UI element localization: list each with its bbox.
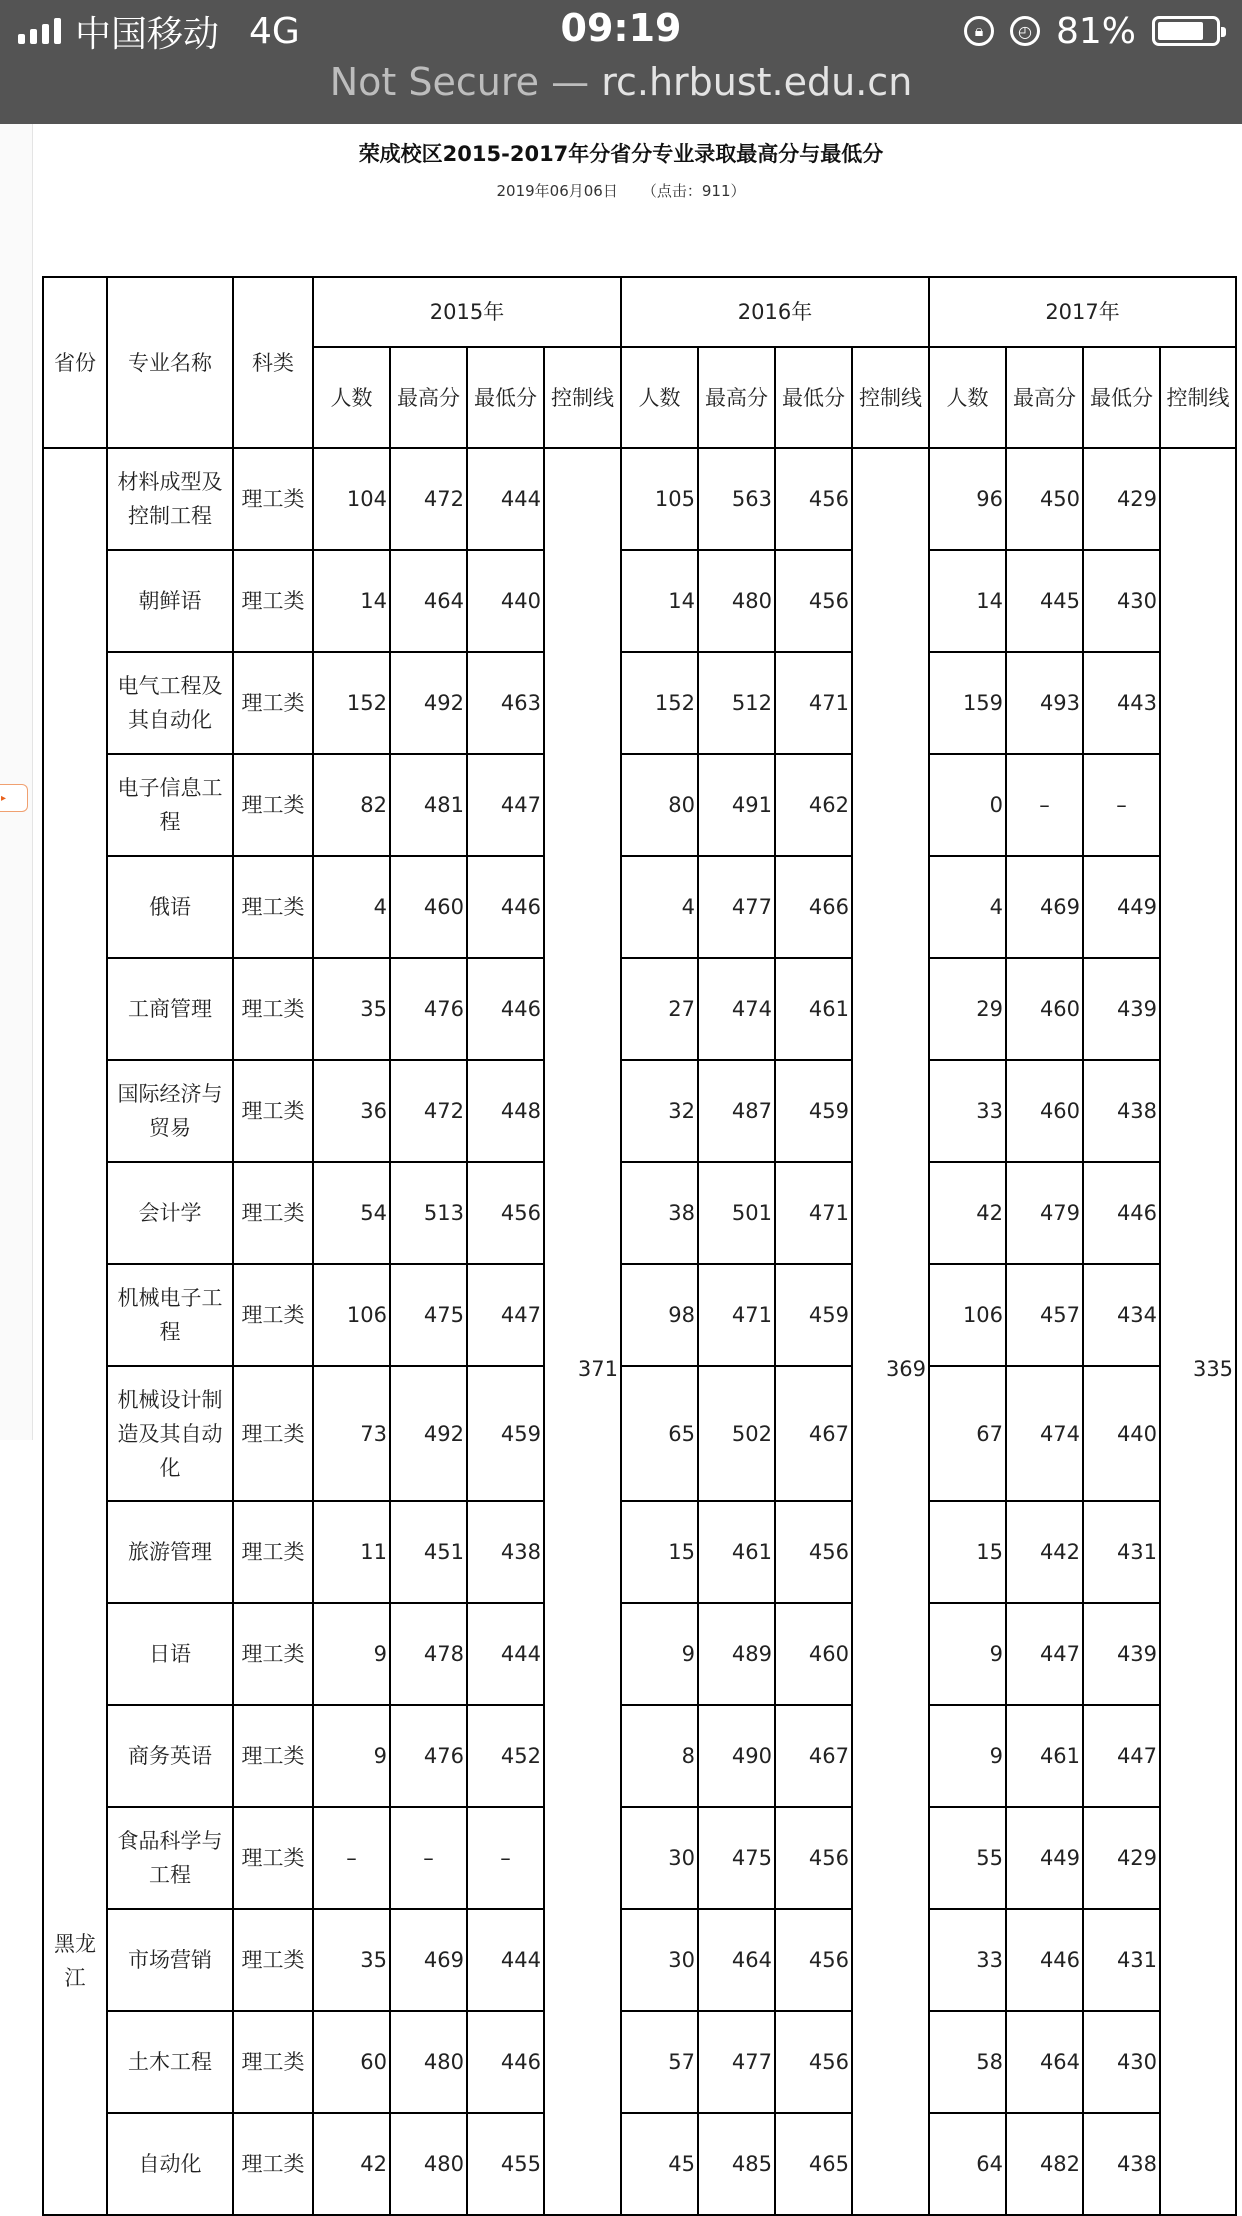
score-cell-min: 456 [775, 1807, 852, 1909]
score-cell-min: 438 [1083, 1060, 1160, 1162]
score-cell-min: 467 [775, 1705, 852, 1807]
score-cell-count: 11 [313, 1501, 390, 1603]
category-cell: 理工类 [233, 1366, 313, 1501]
score-cell-min: 466 [775, 856, 852, 958]
score-cell-count: 0 [929, 754, 1006, 856]
score-cell-min: 446 [467, 2011, 544, 2113]
score-cell-count: 57 [621, 2011, 698, 2113]
score-cell-count: 33 [929, 1909, 1006, 2011]
score-cell-count: 9 [621, 1603, 698, 1705]
score-cell-max: 475 [390, 1264, 467, 1366]
score-cell-count: 38 [621, 1162, 698, 1264]
score-cell-max: 502 [698, 1366, 775, 1501]
score-cell-count: 98 [621, 1264, 698, 1366]
score-cell-count: 14 [313, 550, 390, 652]
score-cell-min: – [1083, 754, 1160, 856]
score-cell-min: 456 [775, 1501, 852, 1603]
score-cell-count: 15 [929, 1501, 1006, 1603]
score-cell-max: 460 [390, 856, 467, 958]
score-cell-count: 60 [313, 2011, 390, 2113]
score-cell-max: 474 [1006, 1366, 1083, 1501]
score-cell-max: 480 [390, 2113, 467, 2215]
subheader-max: 最高分 [698, 347, 775, 448]
table-row [43, 1807, 1236, 1909]
score-cell-max: 469 [390, 1909, 467, 2011]
table-row [43, 1162, 1236, 1264]
clock: 09:19 [560, 6, 682, 50]
score-cell-count: 73 [313, 1366, 390, 1501]
network-type: 4G [249, 10, 300, 52]
table-row [43, 1501, 1236, 1603]
score-cell-max: 469 [1006, 856, 1083, 958]
score-cell-max: 447 [1006, 1603, 1083, 1705]
score-cell-min: 459 [775, 1060, 852, 1162]
category-cell: 理工类 [233, 1807, 313, 1909]
score-cell-max: 442 [1006, 1501, 1083, 1603]
category-cell: 理工类 [233, 856, 313, 958]
score-cell-count: 45 [621, 2113, 698, 2215]
score-cell-min: 444 [467, 1603, 544, 1705]
score-cell-count: 82 [313, 754, 390, 856]
major-cell: 旅游管理 [107, 1501, 233, 1603]
major-cell: 国际经济与贸易 [107, 1060, 233, 1162]
score-cell-min: 459 [467, 1366, 544, 1501]
score-cell-count: 4 [313, 856, 390, 958]
subheader-count: 人数 [621, 347, 698, 448]
score-cell-count: 8 [621, 1705, 698, 1807]
score-cell-min: 429 [1083, 1807, 1160, 1909]
score-cell-min: 449 [1083, 856, 1160, 958]
subheader-control-line: 控制线 [852, 347, 929, 448]
score-cell-max: 461 [1006, 1705, 1083, 1807]
score-cell-max: 476 [390, 958, 467, 1060]
carrier-name: 中国移动 [75, 13, 220, 55]
score-cell-max: 481 [390, 754, 467, 856]
score-cell-max: 472 [390, 1060, 467, 1162]
score-cell-max: 474 [698, 958, 775, 1060]
status-bar [0, 0, 1242, 124]
security-label: Not Secure — [329, 60, 590, 104]
score-cell-max: 471 [698, 1264, 775, 1366]
score-cell-max: 563 [698, 448, 775, 550]
score-cell-count: 27 [621, 958, 698, 1060]
battery-icon [1152, 16, 1220, 46]
major-cell: 机械电子工程 [107, 1264, 233, 1366]
major-cell: 工商管理 [107, 958, 233, 1060]
major-cell: 材料成型及控制工程 [107, 448, 233, 550]
score-cell-max: 472 [390, 448, 467, 550]
score-cell-max: 512 [698, 652, 775, 754]
score-cell-min: 446 [1083, 1162, 1160, 1264]
score-cell-max: 475 [698, 1807, 775, 1909]
admission-score-table [42, 276, 1237, 2216]
side-panel-edge[interactable] [0, 124, 33, 1440]
score-cell-count: 80 [621, 754, 698, 856]
major-cell: 会计学 [107, 1162, 233, 1264]
score-cell-count: 42 [313, 2113, 390, 2215]
score-cell-count: 104 [313, 448, 390, 550]
score-cell-min: 447 [467, 754, 544, 856]
province-label: 黑龙江 [54, 1932, 96, 1990]
score-cell-min: 462 [775, 754, 852, 856]
category-cell: 理工类 [233, 1705, 313, 1807]
score-cell-min: 438 [467, 1501, 544, 1603]
score-cell-max: 480 [698, 550, 775, 652]
control-line-cell [544, 448, 621, 2215]
score-cell-min: 430 [1083, 550, 1160, 652]
subheader-max: 最高分 [390, 347, 467, 448]
score-cell-max: – [1006, 754, 1083, 856]
major-cell: 自动化 [107, 2113, 233, 2215]
article-meta [0, 180, 1242, 201]
score-cell-max: 477 [698, 856, 775, 958]
score-cell-min: 447 [467, 1264, 544, 1366]
category-cell: 理工类 [233, 1909, 313, 2011]
score-cell-count: 152 [313, 652, 390, 754]
battery-percent: 81% [1055, 10, 1136, 52]
score-cell-count: 4 [929, 856, 1006, 958]
score-cell-max: 476 [390, 1705, 467, 1807]
score-cell-count: 96 [929, 448, 1006, 550]
score-cell-min: 430 [1083, 2011, 1160, 2113]
score-cell-max: 513 [390, 1162, 467, 1264]
score-cell-min: 456 [775, 1909, 852, 2011]
score-cell-count: – [313, 1807, 390, 1909]
score-cell-min: 440 [1083, 1366, 1160, 1501]
category-cell: 理工类 [233, 1060, 313, 1162]
score-cell-min: 438 [1083, 2113, 1160, 2215]
score-cell-min: 467 [775, 1366, 852, 1501]
table-row [43, 1705, 1236, 1807]
score-cell-max: 464 [390, 550, 467, 652]
score-cell-max: 451 [390, 1501, 467, 1603]
score-cell-min: 440 [467, 550, 544, 652]
article-title: 荣成校区2015-2017年分省分专业录取最高分与最低分 [358, 142, 884, 166]
score-cell-count: 159 [929, 652, 1006, 754]
score-cell-count: 30 [621, 1909, 698, 2011]
alarm-icon: ◴ [1010, 16, 1040, 46]
control-line-cell [852, 448, 929, 2215]
score-cell-min: 439 [1083, 958, 1160, 1060]
category-cell: 理工类 [233, 2113, 313, 2215]
score-cell-max: 479 [1006, 1162, 1083, 1264]
score-cell-min: 471 [775, 1162, 852, 1264]
score-cell-min: 456 [467, 1162, 544, 1264]
control-line-cell [1160, 448, 1236, 2215]
score-cell-count: 106 [929, 1264, 1006, 1366]
score-cell-count: 152 [621, 652, 698, 754]
score-cell-count: 67 [929, 1366, 1006, 1501]
score-cell-max: 464 [1006, 2011, 1083, 2113]
score-cell-max: 493 [1006, 652, 1083, 754]
major-cell: 机械设计制造及其自动化 [107, 1366, 233, 1501]
score-cell-count: 42 [929, 1162, 1006, 1264]
header-major: 专业名称 [107, 277, 233, 448]
score-cell-min: 459 [775, 1264, 852, 1366]
score-cell-min: 471 [775, 652, 852, 754]
score-cell-count: 35 [313, 1909, 390, 2011]
table-row [43, 958, 1236, 1060]
major-cell: 俄语 [107, 856, 233, 958]
major-cell: 朝鲜语 [107, 550, 233, 652]
table-row [43, 1060, 1236, 1162]
table-row [43, 448, 1236, 550]
score-cell-count: 14 [621, 550, 698, 652]
score-cell-count: 9 [929, 1603, 1006, 1705]
score-cell-count: 55 [929, 1807, 1006, 1909]
score-cell-max: 450 [1006, 448, 1083, 550]
category-cell: 理工类 [233, 652, 313, 754]
category-cell: 理工类 [233, 754, 313, 856]
major-cell: 电气工程及其自动化 [107, 652, 233, 754]
table-row [43, 2011, 1236, 2113]
score-cell-min: 455 [467, 2113, 544, 2215]
score-cell-count: 33 [929, 1060, 1006, 1162]
subheader-control-line: 控制线 [1160, 347, 1236, 448]
table-row [43, 754, 1236, 856]
score-cell-min: 429 [1083, 448, 1160, 550]
score-cell-max: 492 [390, 1366, 467, 1501]
score-cell-max: – [390, 1807, 467, 1909]
score-cell-count: 9 [313, 1705, 390, 1807]
score-cell-max: 482 [1006, 2113, 1083, 2215]
score-cell-min: 448 [467, 1060, 544, 1162]
address-bar[interactable] [0, 60, 1242, 104]
score-cell-min: 444 [467, 1909, 544, 2011]
score-cell-max: 460 [1006, 958, 1083, 1060]
category-cell: 理工类 [233, 448, 313, 550]
score-cell-max: 485 [698, 2113, 775, 2215]
subheader-min: 最低分 [1083, 347, 1160, 448]
score-cell-max: 457 [1006, 1264, 1083, 1366]
score-cell-min: – [467, 1807, 544, 1909]
score-cell-max: 477 [698, 2011, 775, 2113]
score-cell-count: 106 [313, 1264, 390, 1366]
control-line-value: 371 [577, 1357, 619, 1381]
score-cell-count: 4 [621, 856, 698, 958]
major-cell: 市场营销 [107, 1909, 233, 2011]
score-cell-min: 452 [467, 1705, 544, 1807]
score-cell-count: 35 [313, 958, 390, 1060]
score-cell-max: 487 [698, 1060, 775, 1162]
table-row [43, 1603, 1236, 1705]
score-cell-max: 489 [698, 1603, 775, 1705]
category-cell: 理工类 [233, 2011, 313, 2113]
score-cell-min: 447 [1083, 1705, 1160, 1807]
address-host: rc.hrbust.edu.cn [601, 60, 913, 104]
subheader-count: 人数 [929, 347, 1006, 448]
major-cell: 电子信息工程 [107, 754, 233, 856]
header-province: 省份 [43, 277, 107, 448]
score-cell-max: 461 [698, 1501, 775, 1603]
score-cell-max: 478 [390, 1603, 467, 1705]
table-row [43, 1264, 1236, 1366]
province-cell [43, 448, 107, 2215]
score-cell-max: 491 [698, 754, 775, 856]
score-cell-max: 445 [1006, 550, 1083, 652]
score-cell-count: 14 [929, 550, 1006, 652]
score-cell-min: 443 [1083, 652, 1160, 754]
major-cell: 食品科学与工程 [107, 1807, 233, 1909]
score-cell-min: 446 [467, 856, 544, 958]
score-cell-min: 446 [467, 958, 544, 1060]
side-tab-arrow-icon[interactable]: ▸ [0, 784, 28, 812]
score-cell-count: 105 [621, 448, 698, 550]
score-cell-max: 449 [1006, 1807, 1083, 1909]
score-cell-count: 65 [621, 1366, 698, 1501]
table-row [43, 652, 1236, 754]
category-cell: 理工类 [233, 550, 313, 652]
table-row [43, 550, 1236, 652]
score-cell-min: 465 [775, 2113, 852, 2215]
category-cell: 理工类 [233, 958, 313, 1060]
table-row [43, 1366, 1236, 1501]
score-cell-min: 431 [1083, 1501, 1160, 1603]
score-cell-max: 492 [390, 652, 467, 754]
subheader-min: 最低分 [467, 347, 544, 448]
score-cell-min: 461 [775, 958, 852, 1060]
score-cell-min: 456 [775, 550, 852, 652]
score-cell-min: 444 [467, 448, 544, 550]
score-cell-max: 480 [390, 2011, 467, 2113]
score-cell-max: 446 [1006, 1909, 1083, 2011]
control-line-value: 369 [885, 1357, 927, 1381]
major-cell: 日语 [107, 1603, 233, 1705]
category-cell: 理工类 [233, 1264, 313, 1366]
orientation-lock-icon: 🔒︎ [964, 16, 994, 46]
subheader-min: 最低分 [775, 347, 852, 448]
score-cell-count: 9 [929, 1705, 1006, 1807]
header-category: 科类 [233, 277, 313, 448]
score-cell-max: 460 [1006, 1060, 1083, 1162]
score-cell-count: 36 [313, 1060, 390, 1162]
score-cell-min: 456 [775, 448, 852, 550]
control-line-value: 335 [1192, 1357, 1234, 1381]
subheader-control-line: 控制线 [544, 347, 621, 448]
major-cell: 商务英语 [107, 1705, 233, 1807]
score-cell-count: 29 [929, 958, 1006, 1060]
status-right [964, 8, 1220, 54]
table-row [43, 856, 1236, 958]
score-cell-count: 54 [313, 1162, 390, 1264]
header-year-2016: 2016年 [621, 277, 929, 347]
category-cell: 理工类 [233, 1162, 313, 1264]
article-date: 2019年06月06日 [496, 182, 618, 200]
score-cell-count: 64 [929, 2113, 1006, 2215]
score-cell-max: 501 [698, 1162, 775, 1264]
header-year-2017: 2017年 [929, 277, 1236, 347]
score-cell-count: 9 [313, 1603, 390, 1705]
score-cell-count: 15 [621, 1501, 698, 1603]
score-cell-min: 434 [1083, 1264, 1160, 1366]
score-cell-min: 456 [775, 2011, 852, 2113]
subheader-max: 最高分 [1006, 347, 1083, 448]
score-cell-min: 439 [1083, 1603, 1160, 1705]
score-cell-count: 32 [621, 1060, 698, 1162]
table-row [43, 1909, 1236, 2011]
web-page [0, 124, 1242, 2208]
score-cell-min: 463 [467, 652, 544, 754]
score-cell-count: 30 [621, 1807, 698, 1909]
category-cell: 理工类 [233, 1603, 313, 1705]
score-cell-min: 431 [1083, 1909, 1160, 2011]
score-cell-max: 464 [698, 1909, 775, 2011]
header-year-2015: 2015年 [313, 277, 621, 347]
category-cell: 理工类 [233, 1501, 313, 1603]
score-cell-min: 460 [775, 1603, 852, 1705]
major-cell: 土木工程 [107, 2011, 233, 2113]
subheader-count: 人数 [313, 347, 390, 448]
score-cell-count: 58 [929, 2011, 1006, 2113]
click-count: （点击：911） [641, 182, 746, 200]
table-row [43, 2113, 1236, 2215]
score-cell-max: 490 [698, 1705, 775, 1807]
